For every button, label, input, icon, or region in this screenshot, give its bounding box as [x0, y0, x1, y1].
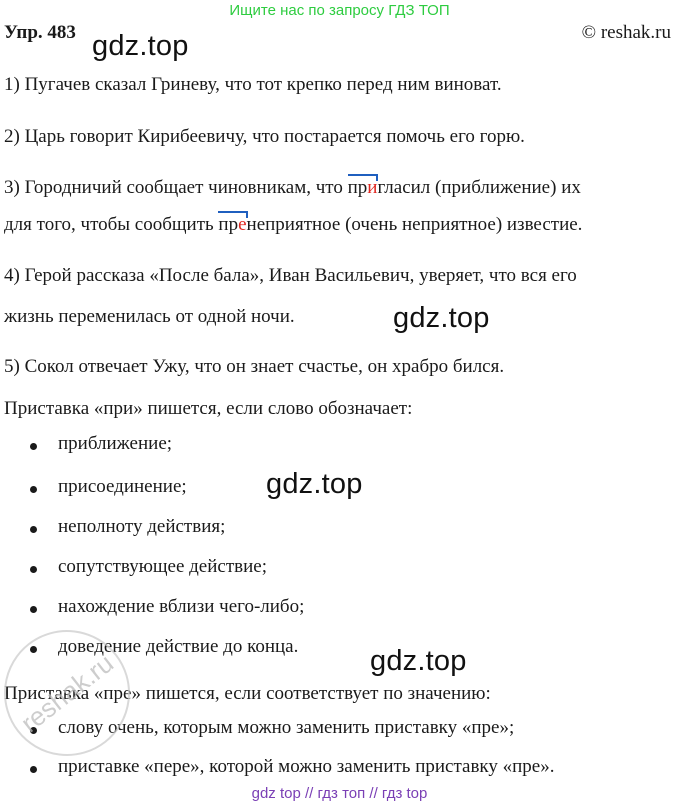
bullet: [30, 606, 37, 613]
prefix-text: пр: [347, 177, 368, 198]
watermark: gdz.top: [370, 645, 467, 677]
site-credit: © reshak.ru: [581, 22, 671, 43]
sentence-5: 5) Сокол отвечает Ужу, что он знает счастье, он храбро бился.: [4, 356, 505, 377]
pri-item: доведение действие до конца.: [58, 636, 299, 657]
pri-item: неполноту действия;: [58, 516, 226, 537]
text: для того, чтобы сообщить: [4, 214, 219, 235]
search-banner: Ищите нас по запросу ГДЗ ТОП: [229, 2, 450, 19]
footer-links: gdz top // гдз топ // гдз top: [251, 785, 428, 802]
exercise-title: Упр. 483: [4, 22, 76, 43]
watermark: gdz.top: [92, 30, 189, 62]
pri-rule-heading: Приставка «при» пишется, если слово обозначает:: [4, 398, 413, 419]
sentence-2: 2) Царь говорит Кирибеевичу, что постарается помочь его горю.: [4, 126, 525, 147]
bullet: [30, 566, 37, 573]
pri-item: сопутствующее действие;: [58, 556, 267, 577]
highlighted-letter: е: [238, 214, 247, 235]
pri-item: нахождение вблизи чего-либо;: [58, 596, 305, 617]
sentence-3-line-2: [4, 214, 582, 236]
prefix-text: пр: [218, 214, 239, 235]
text: неприятное (очень неприятное) известие.: [246, 214, 583, 235]
sentence-4-line-2: жизнь переменилась от одной ночи.: [4, 306, 295, 327]
pre-item: слову очень, которым можно заменить приставку «пре»;: [58, 717, 515, 738]
watermark: gdz.top: [393, 302, 490, 334]
pri-item: присоединение;: [58, 476, 187, 497]
bullet: [30, 443, 37, 450]
bullet: [30, 526, 37, 533]
sentence-1: 1) Пугачев сказал Гриневу, что тот крепко перед ним виноват.: [4, 74, 502, 95]
text: гласил (приближение) их: [377, 177, 581, 198]
pri-item: приближение;: [58, 433, 173, 454]
bullet: [30, 486, 37, 493]
prefix-mark: [218, 214, 246, 236]
prefix-mark: [348, 177, 378, 199]
pre-rule-heading: Приставка «пре» пишется, если соответствует по значению:: [4, 683, 491, 704]
sentence-4-line-1: 4) Герой рассказа «После бала», Иван Васильевич, уверяет, что вся его: [4, 265, 577, 286]
pre-item: приставке «пере», которой можно заменить приставку «пре».: [58, 756, 555, 777]
highlighted-letter: и: [367, 177, 378, 198]
sentence-3-line-1: [4, 177, 581, 199]
watermark: gdz.top: [266, 468, 363, 500]
stamp-text: reshak.ru: [15, 647, 119, 739]
text: 3) Городничий сообщает чиновникам, что: [4, 177, 348, 198]
